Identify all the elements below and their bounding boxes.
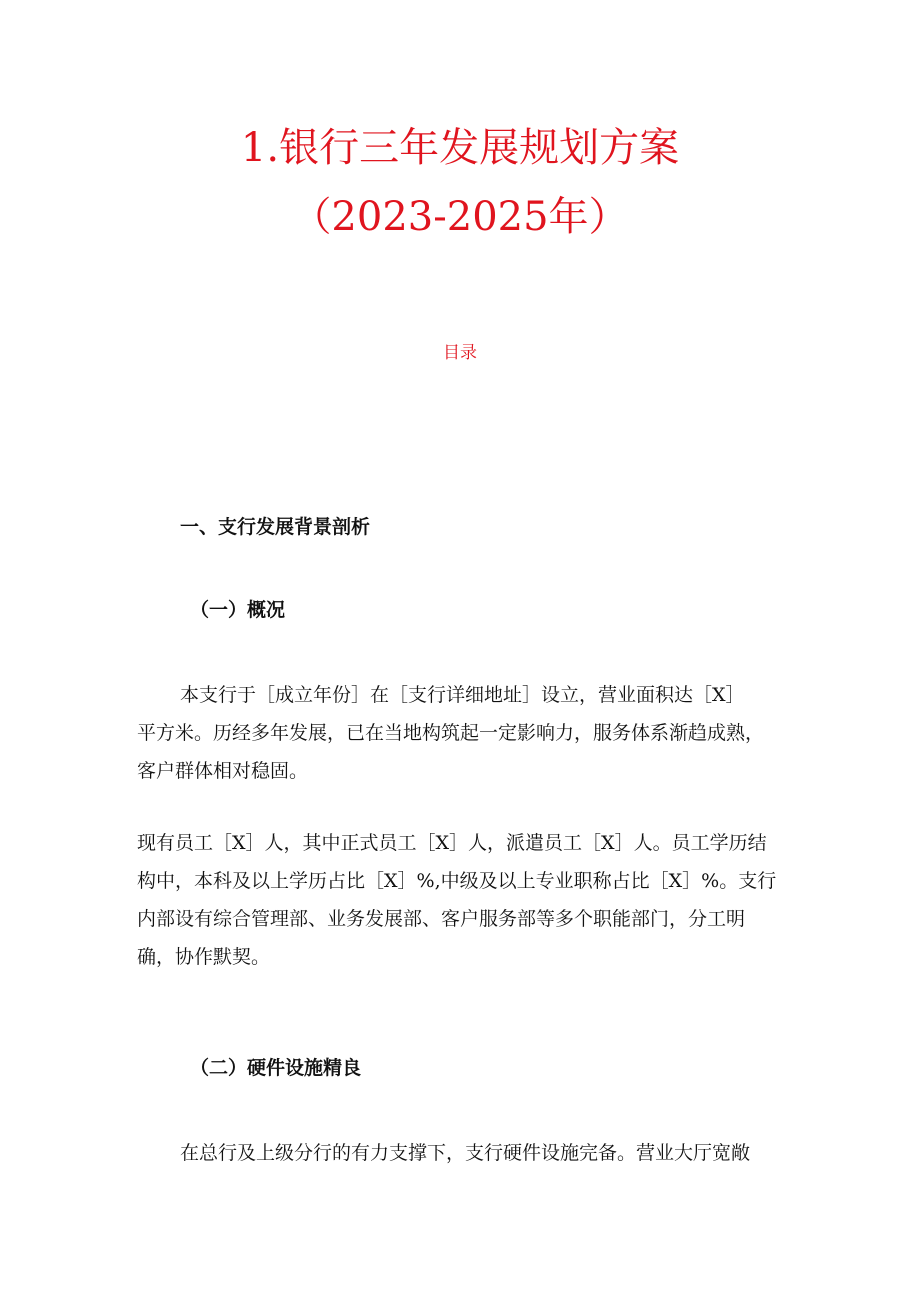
document-title: 1.银行三年发展规划方案 — [240, 125, 680, 171]
paragraph-line: 在总行及上级分行的有力支撑下，支行硬件设施完备。营业大厅宽敞 — [180, 1142, 751, 1164]
paragraph-line: 本支行于［成立年份］在［支行详细地址］设立，营业面积达［X］ — [180, 684, 745, 706]
subsection-heading-overview: （一）概况 — [190, 599, 286, 621]
paragraph-line: 现有员工［X］人，其中正式员工［X］人，派遣员工［X］人。员工学历结 — [137, 832, 767, 854]
hardware-paragraph-1 — [137, 1134, 787, 1172]
paragraph-line: 客户群体相对稳固。 — [137, 760, 309, 782]
overview-paragraph-1 — [137, 676, 787, 790]
document-title-years: （2023-2025年） — [291, 194, 629, 240]
subsection-heading-hardware: （二）硬件设施精良 — [190, 1057, 362, 1079]
paragraph-line: 构中，本科及以上学历占比［X］%,中级及以上专业职称占比［X］%。支行 — [137, 870, 777, 892]
paragraph-line: 平方米。历经多年发展，已在当地构筑起一定影响力，服务体系渐趋成熟， — [137, 722, 765, 744]
section-heading-background-analysis: 一、支行发展背景剖析 — [180, 516, 371, 538]
paragraph-line: 内部设有综合管理部、业务发展部、客户服务部等多个职能部门，分工明 — [137, 908, 746, 930]
table-of-contents-label: 目录 — [443, 343, 477, 363]
overview-paragraph-2 — [137, 824, 787, 976]
paragraph-line: 确，协作默契。 — [137, 946, 271, 968]
